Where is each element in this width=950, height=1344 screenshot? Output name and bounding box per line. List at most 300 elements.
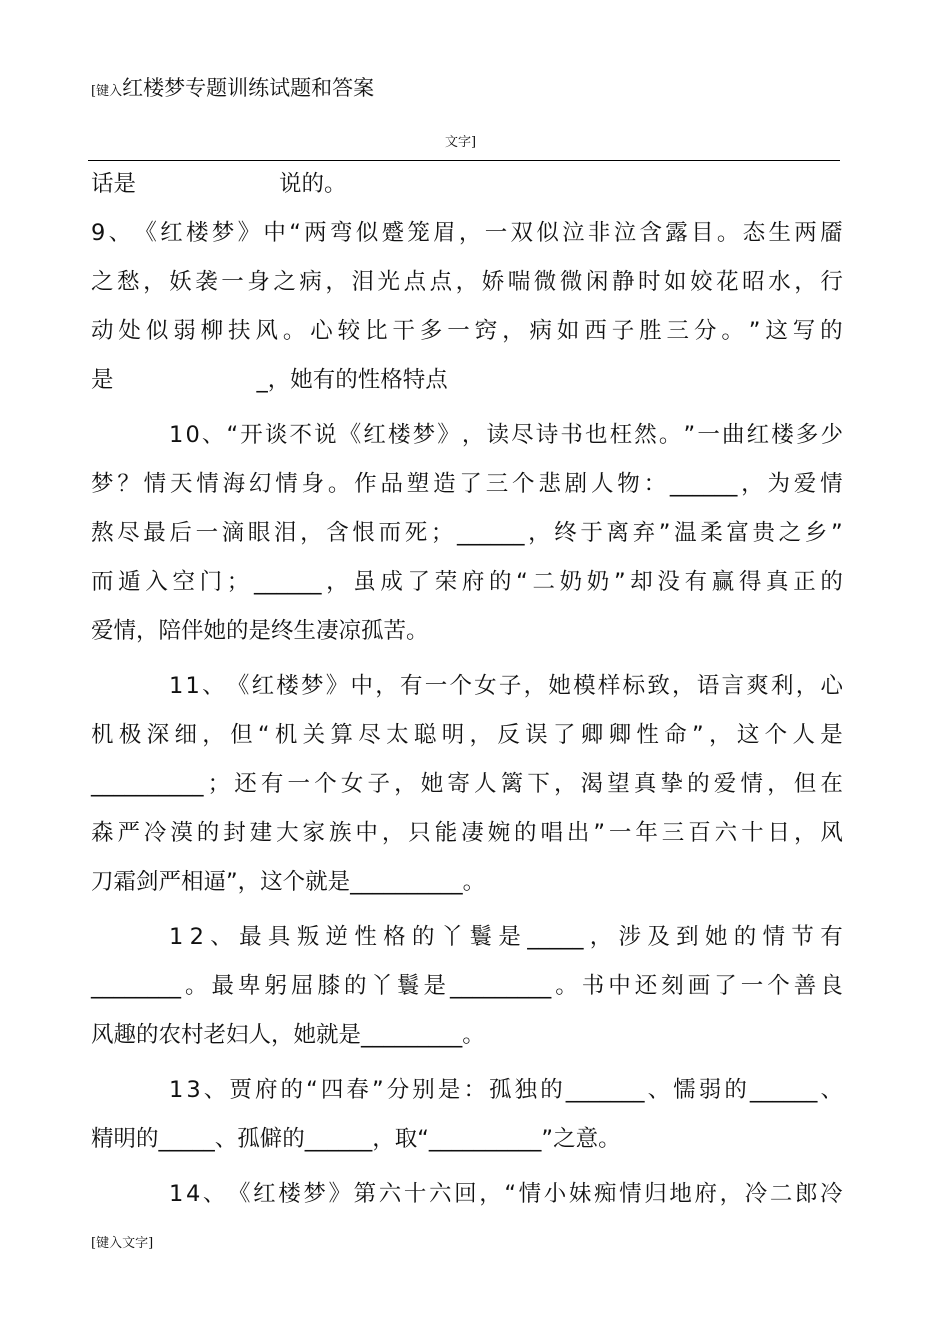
text-char: 是	[437, 1077, 461, 1103]
text-char: 两	[304, 220, 327, 246]
text-char: 奶	[559, 569, 583, 595]
text-char: 回	[454, 1181, 477, 1207]
text-char: 子	[611, 318, 635, 344]
text-char: 两	[794, 220, 817, 246]
text-char: 双	[510, 220, 534, 246]
text-char: 红	[363, 422, 386, 448]
text-char: 的	[820, 318, 843, 344]
text-char: 梦	[301, 673, 324, 699]
text-char: 扶	[228, 318, 251, 344]
text-char: 奶	[586, 569, 610, 595]
text-line	[91, 1170, 843, 1219]
text-char: 弱	[698, 1077, 722, 1103]
text-char: ，	[523, 673, 547, 699]
text-char: 在	[820, 771, 843, 797]
text-char: ，	[794, 269, 817, 295]
text-char: 昭	[742, 269, 765, 295]
text-char: 空	[172, 569, 195, 595]
text-char: 、	[647, 1077, 671, 1103]
text-char: 《	[134, 220, 157, 246]
text-char: 少	[820, 422, 843, 448]
text-char: 情	[143, 471, 167, 497]
text-char: 也	[585, 422, 608, 448]
text-char: 卑	[237, 973, 261, 999]
text-char: 楼	[276, 673, 299, 699]
text-char: 婉	[487, 820, 511, 846]
text-char: 红	[160, 220, 183, 246]
text-char: ，	[502, 318, 525, 344]
text-char: 丫	[440, 924, 464, 950]
text-char: ，	[479, 1181, 502, 1207]
text-char: 。	[327, 471, 351, 497]
text-char: 死	[404, 520, 428, 546]
text-char: ，	[394, 771, 417, 797]
text-char: 非	[587, 220, 611, 246]
text-char: 地	[669, 1181, 692, 1207]
text-char: 是	[423, 973, 446, 999]
text-char: 悲	[538, 471, 561, 497]
text-char: 致	[647, 673, 670, 699]
text-char: 的	[820, 569, 843, 595]
text-char: 最	[211, 973, 234, 999]
text-char: 物	[617, 471, 640, 497]
text-char: 及	[647, 924, 670, 950]
text-char: 孤	[489, 1077, 512, 1103]
header-prefix: [键入	[91, 84, 123, 99]
text-char: 读	[486, 422, 510, 448]
text-char: 府	[694, 1181, 718, 1207]
text-char: 府	[254, 1077, 278, 1103]
text-char: 》	[237, 220, 261, 246]
text-char: 一	[287, 771, 311, 797]
text-char: 造	[433, 471, 456, 497]
text-char: ，	[672, 673, 695, 699]
text-char: 红	[746, 422, 770, 448]
text-char: 有	[260, 771, 284, 797]
text-char: 爱	[793, 471, 817, 497]
text-char: 富	[726, 520, 749, 546]
text-char: 。	[716, 220, 740, 246]
text-char: ______	[456, 520, 525, 546]
text-char: 个	[314, 771, 337, 797]
text-char: 画	[687, 973, 711, 999]
text-char: 鬟	[396, 973, 420, 999]
text-char: 生	[768, 220, 791, 246]
text-char: 六	[429, 1181, 452, 1207]
text-char: 一	[424, 673, 448, 699]
text-char: ，	[793, 820, 817, 846]
text-char: 的	[733, 924, 757, 950]
text-char: 了	[552, 722, 576, 748]
text-char: 如	[664, 269, 687, 295]
text-char: 得	[738, 569, 762, 595]
text-char: 1	[169, 1181, 184, 1207]
text-char: 眼	[247, 520, 271, 546]
text-char: 的	[411, 924, 435, 950]
text-char: 渴	[580, 771, 604, 797]
text-line	[91, 307, 843, 356]
text-char: 胜	[639, 318, 662, 344]
text-char: 《	[338, 422, 362, 448]
text-char: 天	[169, 471, 193, 497]
text-char: 。	[555, 973, 578, 999]
text-char: 女	[474, 673, 497, 699]
text-char: 微	[533, 269, 557, 295]
text-char: 真	[766, 569, 789, 595]
text-char: 1	[169, 673, 184, 699]
text-char: 分	[693, 318, 717, 344]
text-char: 个	[764, 722, 788, 748]
text-char: 荣	[434, 569, 458, 595]
text-run: 精明的_____、孤僻的______，取“__________”之意。	[91, 1126, 621, 1152]
text-char: 4	[185, 1181, 201, 1207]
text-char: 人	[590, 471, 614, 497]
text-char: 赢	[711, 569, 735, 595]
text-char: 姣	[690, 269, 713, 295]
text-char: 命	[664, 722, 687, 748]
text-char: 尽	[511, 422, 534, 448]
text-char: 》	[328, 1181, 352, 1207]
text-char: 海	[222, 471, 246, 497]
text-char: 娇	[481, 269, 505, 295]
text-char: “	[289, 220, 301, 246]
text-char: 利	[770, 673, 794, 699]
text-char: 熬	[91, 520, 114, 546]
text-char: 样	[597, 673, 621, 699]
text-char: 温	[674, 520, 697, 546]
text-char: 郎	[795, 1181, 818, 1207]
text-char: 情	[820, 471, 843, 497]
text-char: 中	[608, 973, 631, 999]
text-char: _________	[449, 973, 552, 999]
text-char: 态	[742, 220, 766, 246]
text-char: 躬	[264, 973, 287, 999]
text-run: 话是 说的。	[91, 171, 347, 197]
text-char: 一	[447, 318, 470, 344]
text-char: 写	[792, 318, 816, 344]
text-char: 丫	[370, 973, 393, 999]
text-char: 独	[514, 1077, 538, 1103]
document-title: 红楼梦专题训练试题和答案	[122, 76, 375, 100]
text-char: 3	[186, 1077, 201, 1103]
text-char: 一	[195, 520, 219, 546]
text-char: 9	[91, 220, 106, 246]
text-char: 弱	[173, 318, 196, 344]
text-char: 人	[792, 722, 815, 748]
text-char: 还	[234, 771, 257, 797]
text-char: 成	[380, 569, 403, 595]
text-char: 个	[512, 471, 535, 497]
text-char: 遁	[118, 569, 141, 595]
text-char: 笼	[407, 220, 430, 246]
text-char: 似	[145, 318, 169, 344]
text-char: 三	[485, 471, 509, 497]
text-line	[91, 258, 843, 307]
text-char: _____	[527, 924, 584, 950]
text-char: 一	[608, 820, 632, 846]
text-char: 时	[637, 269, 661, 295]
text-char: 善	[793, 973, 817, 999]
text-char: 的	[343, 973, 367, 999]
text-char: 别	[412, 1077, 435, 1103]
text-char: 篱	[500, 771, 524, 797]
text-char: 入	[145, 569, 168, 595]
text-char: 府	[461, 569, 485, 595]
text-char: 女	[340, 771, 364, 797]
text-char: ？	[117, 471, 140, 497]
text-line	[91, 1011, 843, 1060]
text-run: 是 _，她有的性格特点	[91, 367, 448, 393]
text-char: 1	[185, 673, 200, 699]
text-char: 她	[548, 673, 571, 699]
text-char: 了	[459, 471, 482, 497]
text-char: 但	[793, 771, 817, 797]
text-char: 风	[820, 820, 843, 846]
text-char: 深	[146, 722, 170, 748]
text-char: 有	[684, 569, 708, 595]
text-run: 风趣的农村老妇人，她就是_________。	[91, 1022, 485, 1048]
text-char: 四	[320, 1077, 344, 1103]
text-char: 微	[559, 269, 583, 295]
text-char: 冷	[744, 1181, 768, 1207]
text-char: ”	[658, 520, 671, 546]
text-char: 尽	[117, 520, 140, 546]
text-char: 三	[661, 820, 685, 846]
text-char: 的	[540, 1077, 563, 1103]
text-char: 的	[687, 771, 710, 797]
text-char: 日	[767, 820, 791, 846]
text-char: 反	[497, 722, 520, 748]
text-char: 似	[536, 220, 559, 246]
text-char: 子	[367, 771, 390, 797]
text-char: “	[504, 1181, 517, 1207]
text-char: 人	[474, 771, 497, 797]
text-char: 误	[525, 722, 548, 748]
text-char: 还	[634, 973, 658, 999]
text-char: 后	[169, 520, 192, 546]
text-char: 刻	[661, 973, 684, 999]
text-char: ，	[325, 269, 348, 295]
text-char: 诗	[535, 422, 559, 448]
text-char: 不	[289, 422, 313, 448]
text-char: 之	[91, 269, 114, 295]
text-char: 格	[383, 924, 406, 950]
text-char: 靥	[820, 220, 843, 246]
text-char: 作	[354, 471, 377, 497]
text-char: 春	[346, 1077, 369, 1103]
text-char: 梦	[211, 220, 235, 246]
text-char: 言	[721, 673, 745, 699]
text-char: 家	[302, 820, 326, 846]
text-char: 爱	[713, 771, 737, 797]
text-char: 似	[355, 220, 379, 246]
text-char: ，	[553, 771, 577, 797]
text-char: 冷	[820, 1181, 843, 1207]
text-char: ”	[748, 318, 761, 344]
text-run: 爱情，陪伴她的是终生凄凉孤苦。	[91, 618, 429, 644]
text-char: 没	[657, 569, 680, 595]
text-char: 有	[820, 924, 843, 950]
text-char: 。	[184, 973, 208, 999]
text-char: 分	[386, 1077, 410, 1103]
text-char: 关	[302, 722, 326, 748]
text-char: 红	[251, 673, 275, 699]
text-char: 性	[354, 924, 377, 950]
text-char: 情	[518, 1181, 542, 1207]
text-char: “	[516, 569, 528, 595]
text-char: 愁	[117, 269, 140, 295]
text-char: 袭	[195, 269, 218, 295]
text-char: 开	[240, 422, 263, 448]
text-char: 含	[326, 520, 349, 546]
text-char: 1	[169, 422, 184, 448]
text-char: ；	[207, 771, 231, 797]
header-suffix: 文字]	[445, 135, 477, 150]
text-char: 卿	[608, 722, 632, 748]
text-char: 情	[740, 771, 763, 797]
text-char: 闲	[585, 269, 609, 295]
text-char: 。	[721, 318, 744, 344]
text-char: 比	[365, 318, 388, 344]
text-char: 恨	[352, 520, 375, 546]
text-char: 一	[221, 269, 244, 295]
text-char: 如	[556, 318, 580, 344]
text-char: 弯	[329, 220, 353, 246]
text-char: 身	[247, 269, 270, 295]
text-char: 寄	[447, 771, 470, 797]
text-char: 动	[91, 318, 114, 344]
text-char: 柳	[200, 318, 224, 344]
text-line	[91, 1115, 843, 1164]
text-char: ；	[226, 569, 250, 595]
text-char: 门	[199, 569, 223, 595]
text-char: 楼	[771, 422, 794, 448]
text-char: 唱	[540, 820, 563, 846]
text-char: ，	[767, 771, 790, 797]
text-char: 0	[185, 422, 200, 448]
text-char: 而	[378, 520, 402, 546]
text-char: 贵	[752, 520, 776, 546]
text-char: 泪	[351, 269, 374, 295]
text-char: 良	[820, 973, 843, 999]
text-char: 窍	[474, 318, 498, 344]
text-char: 模	[573, 673, 596, 699]
text-line	[91, 460, 843, 509]
text-char: 算	[330, 722, 353, 748]
text-char: 曲	[721, 422, 745, 448]
text-char: 最	[239, 924, 262, 950]
text-char: ，	[741, 471, 764, 497]
text-char: 点	[403, 269, 427, 295]
text-char: 》	[437, 422, 460, 448]
text-char: 多	[419, 318, 443, 344]
text-char: 是	[820, 722, 843, 748]
text-char: 归	[644, 1181, 667, 1207]
text-char: 而	[91, 569, 114, 595]
text-char: 的	[489, 569, 512, 595]
text-char: 多	[795, 422, 819, 448]
text-char: 病	[529, 318, 553, 344]
text-char: 卿	[580, 722, 604, 748]
text-char: 弃	[632, 520, 656, 546]
text-char: 望	[607, 771, 630, 797]
text-char: 柔	[700, 520, 723, 546]
text-char: 妹	[568, 1181, 592, 1207]
text-char: 六	[714, 820, 738, 846]
text-char: 个	[767, 973, 790, 999]
text-char: 病	[299, 269, 322, 295]
text-char: 妖	[169, 269, 192, 295]
text-char: 这	[736, 722, 760, 748]
text-char: 中	[355, 820, 378, 846]
header-title-line	[91, 72, 374, 102]
text-char: 屈	[290, 973, 314, 999]
text-char: 逆	[325, 924, 349, 950]
text-char: 谈	[264, 422, 288, 448]
text-line	[91, 558, 843, 607]
text-char: 二	[532, 569, 555, 595]
text-char: __________	[91, 771, 204, 797]
text-char: 大	[276, 820, 299, 846]
text-char: 了	[407, 569, 431, 595]
text-char: 之	[778, 520, 802, 546]
text-char: 正	[793, 569, 816, 595]
text-char: 。	[658, 422, 682, 448]
text-char: 最	[143, 520, 166, 546]
text-line	[91, 160, 843, 209]
text-char: 膝	[317, 973, 340, 999]
text-char: 离	[606, 520, 630, 546]
text-char: 中	[263, 220, 286, 246]
text-char: 情	[762, 924, 786, 950]
text-line	[91, 1066, 843, 1115]
text-char: ：	[463, 1077, 486, 1103]
text-char: 涉	[618, 924, 642, 950]
text-char: 心	[310, 318, 333, 344]
text-char: 的	[514, 820, 537, 846]
text-char: 六	[378, 1181, 402, 1207]
text-char: 鬟	[469, 924, 493, 950]
text-char: ，	[202, 722, 225, 748]
text-char: 之	[273, 269, 296, 295]
text-char: 二	[769, 1181, 793, 1207]
text-char: 聪	[413, 722, 437, 748]
text-char: 贾	[229, 1077, 252, 1103]
text-char: 风	[255, 318, 278, 344]
text-char: 叛	[296, 924, 320, 950]
text-char: 痴	[594, 1181, 617, 1207]
text-char: 尽	[358, 722, 381, 748]
text-char: 年	[635, 820, 658, 846]
text-char: ，	[375, 673, 398, 699]
text-char: 的	[280, 1077, 304, 1103]
text-char: 懦	[673, 1077, 696, 1103]
text-line	[91, 411, 843, 460]
text-char: 1	[169, 924, 184, 950]
text-char: 泪	[273, 520, 297, 546]
text-char: “	[257, 722, 270, 748]
text-line	[91, 760, 843, 809]
text-char: 、	[820, 1077, 843, 1103]
text-char: ______	[669, 471, 738, 497]
text-line	[91, 913, 843, 962]
text-char: ；	[430, 520, 454, 546]
text-char: ：	[643, 471, 667, 497]
text-char: 但	[230, 722, 253, 748]
text-char: 梦	[412, 422, 436, 448]
text-char: 说	[314, 422, 337, 448]
text-char: 、	[210, 924, 233, 950]
